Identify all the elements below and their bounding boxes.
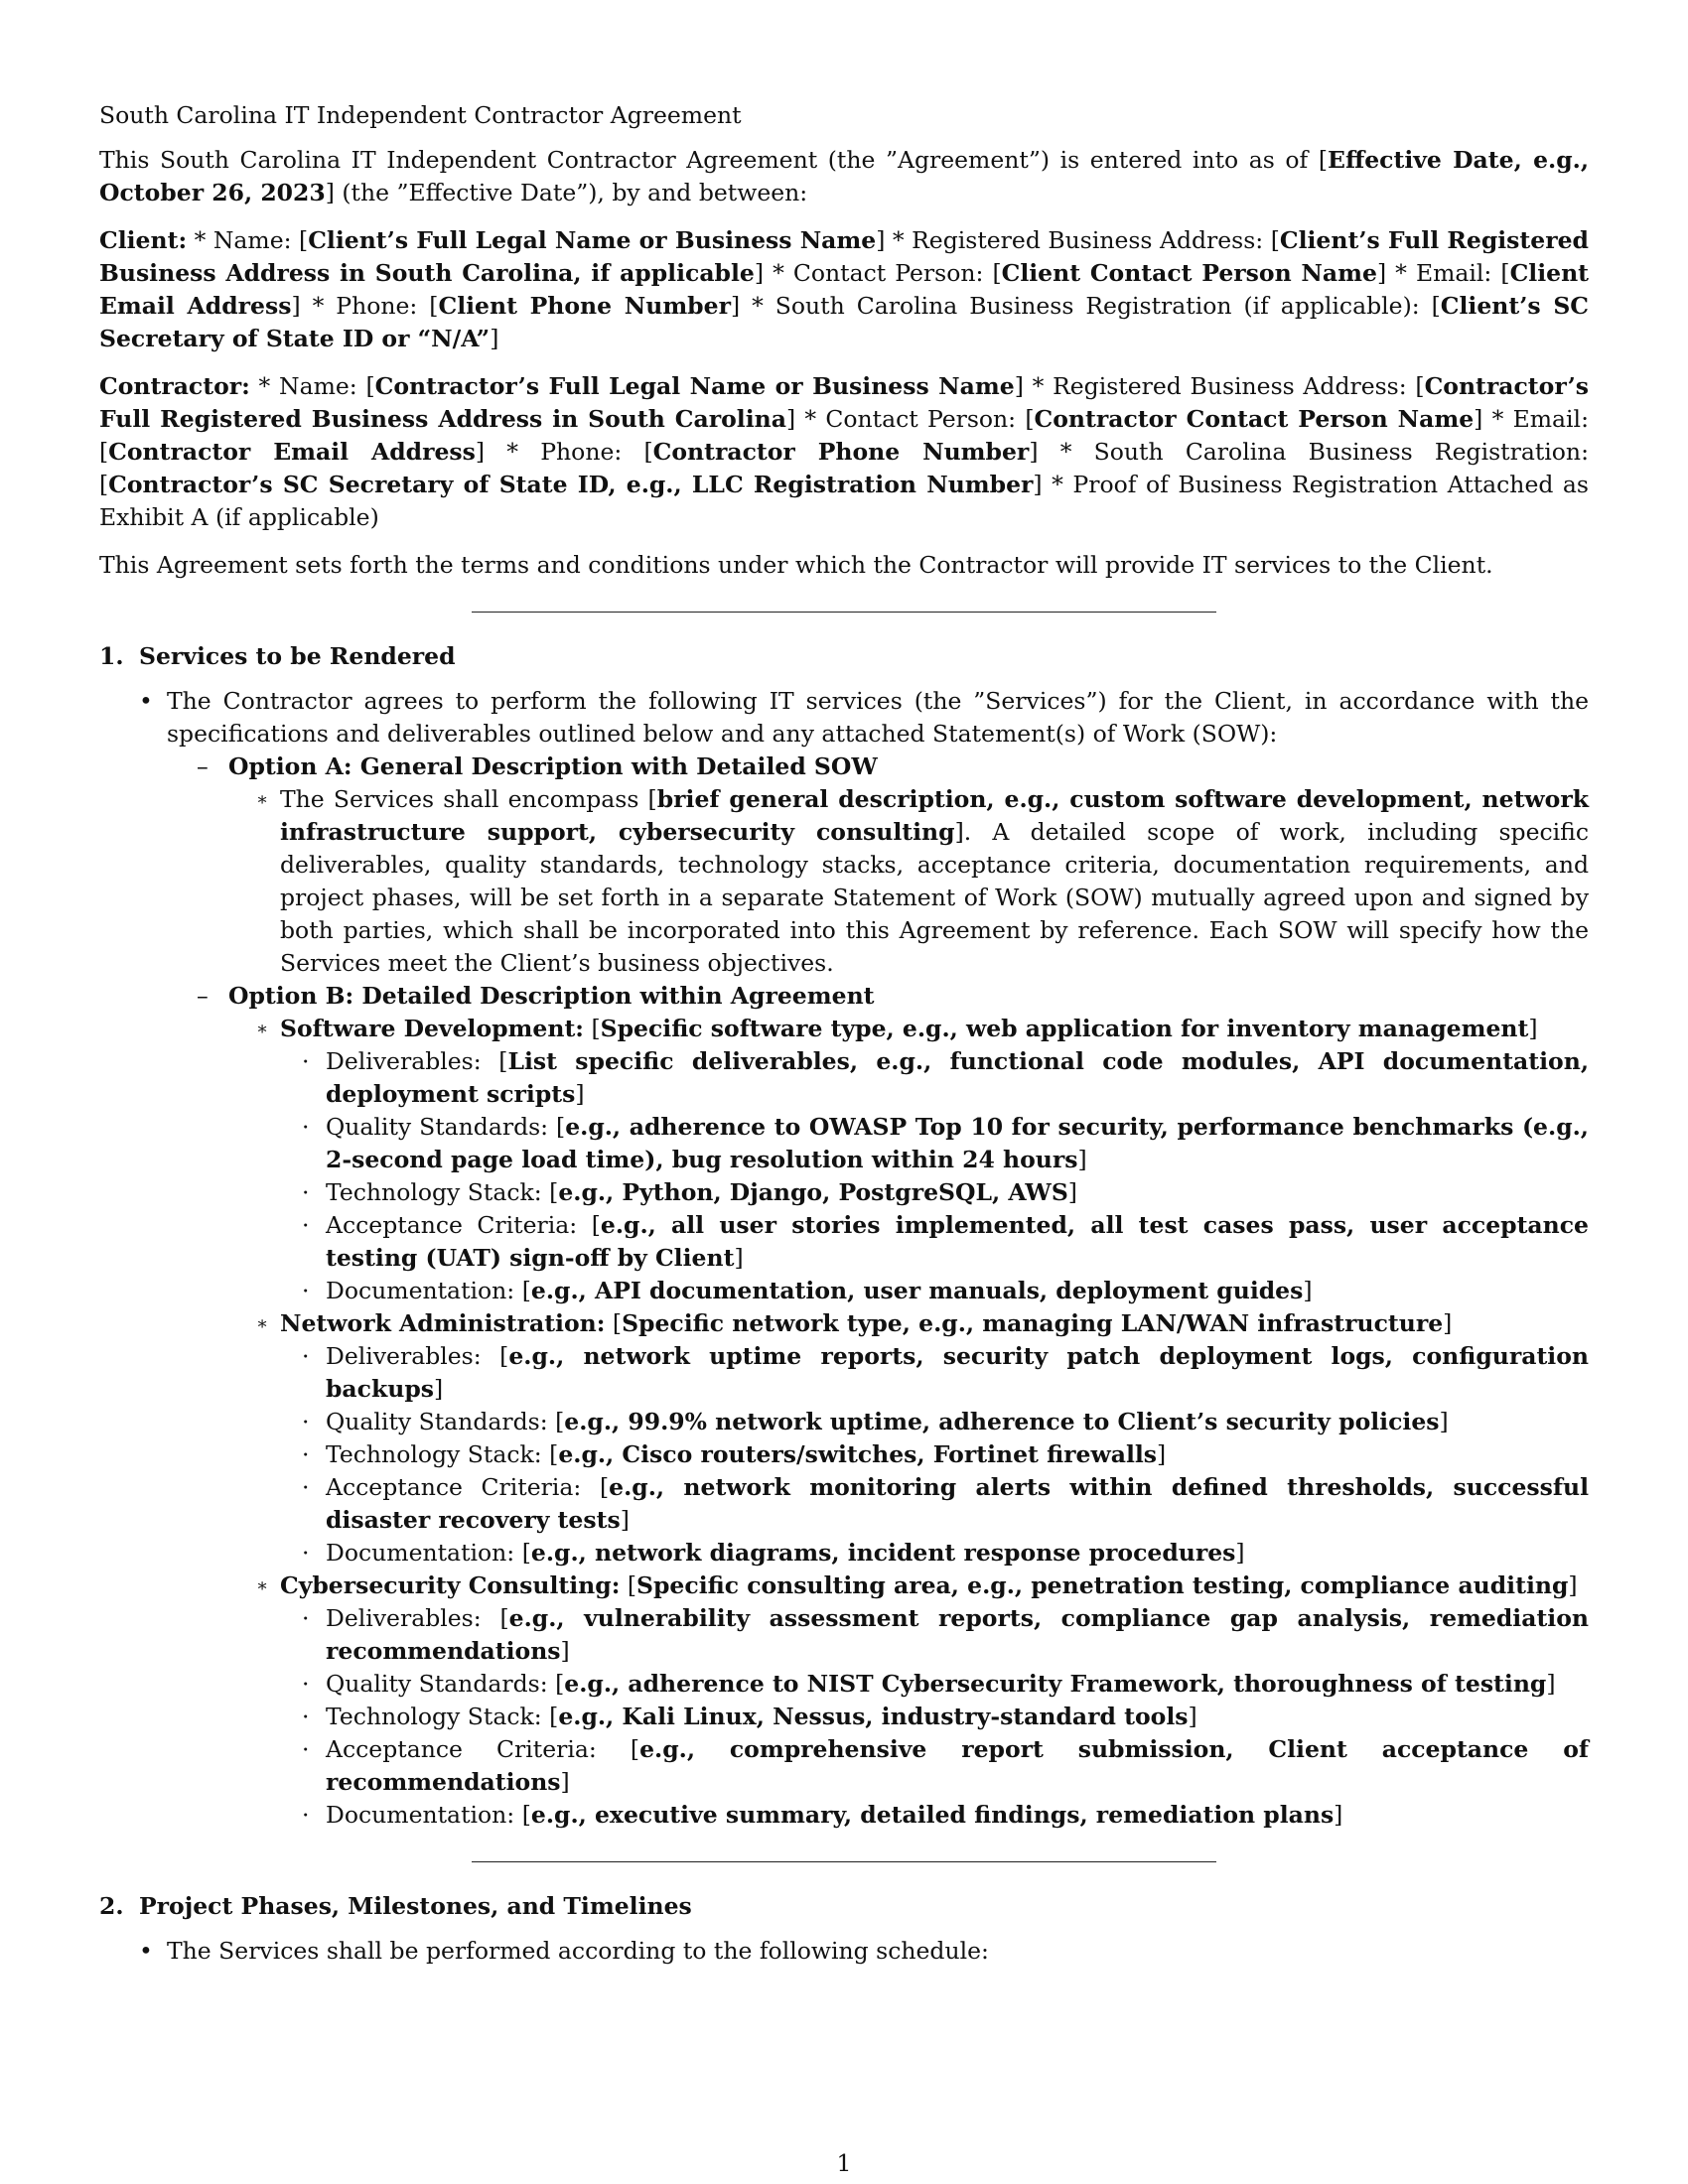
contractor-contact-placeholder: Contractor Contact Person Name <box>1034 405 1475 433</box>
asterisk-icon: ∗ <box>256 789 269 810</box>
dot-icon: · <box>302 1539 310 1567</box>
contractor-address-placeholder: Contractor’s Full Registered Business Address in South Carolina <box>99 372 1589 433</box>
dot-icon: · <box>302 1670 310 1698</box>
horizontal-rule <box>472 612 1216 613</box>
service-cybersecurity-consulting: ∗ Cybersecurity Consulting: [Specific consulting area, e.g., penetration testing, compliance auditing] · Deliverables: [e.g., vulnerability assessment reports, compliance gap analysis, remediation recommendations] · Quality Standards: [e.g., adherence to NIST Cybersecurity Framework, thoroughness of testing] · Technology Stack: [e.g., Kali Linux, Nessus, industry-standard tools] · Acceptance Criteria: [e.g., comprehensive report submission, Client acceptance of recommendations] · Documentation: [e.g., executive summary, detailed findings, remediation plans] <box>228 1570 1589 1832</box>
options-list <box>167 751 1589 1832</box>
asterisk-icon: ∗ <box>256 1575 269 1596</box>
option-a-label: Option A: General Description with Detailed SOW <box>228 752 878 780</box>
option-a <box>167 751 1589 980</box>
purpose-paragraph: This Agreement sets forth the terms and conditions under which the Contractor will provide IT services to the Client. <box>99 551 1493 579</box>
list-item: · Acceptance Criteria: [e.g., comprehensive report submission, Client acceptance of recommendations] <box>302 1735 1589 1796</box>
intro-paragraph: This South Carolina IT Independent Contractor Agreement (the ”Agreement”) is entered into as of [Effective Date, e.g., October 26, 2023] (the ”Effective Date”), by and between: <box>99 146 1590 206</box>
list-item: · Acceptance Criteria: [e.g., network monitoring alerts within defined thresholds, successful disaster recovery tests] <box>302 1473 1590 1534</box>
list-item: • The Services shall be performed according to the following schedule: <box>99 1935 1589 1968</box>
dash-icon: – <box>197 752 209 780</box>
option-b-label: Option B: Detailed Description within Agreement <box>228 982 875 1010</box>
dot-icon: · <box>302 1047 310 1075</box>
effective-date-placeholder: Effective Date, e.g., October 26, 2023 <box>99 146 1590 206</box>
section-number: 2. <box>99 1892 124 1920</box>
client-label: Client: <box>99 226 188 254</box>
client-phone-placeholder: Client Phone Number <box>438 292 731 320</box>
list-item: • The Contractor agrees to perform the following IT services (the ”Services”) for the Client, in accordance with the specifications and deliverables outlined below and any attached Statement(s) of Work (SOW): – Option A: General Description with Detailed SOW ∗ The Services shall encompass [brief general description, e.g., custom software development, network infrastructure support, cybersecurity consulting]. A detailed scope of work, including specific deliverables, quality standards, technology stacks, acceptance criteria, documentation requirements, and project phases, will be set forth in a separate Statement of Work (SOW) mutually agreed upon and signed by both parties, which shall be incorporated into this Agreement by reference. Each SOW will specify how the Services meet the Client’s business objectives. – Option B: Detailed Description within Agreement ∗ Software Development: [Specific software type, e.g., web application for inventory management] · Deliverables: [List specific deliverables, e.g., functional code modules, API documentation, deployment scripts] · Quality Standards: [e.g., adherence to OWASP Top 10 for security, performance benchmarks (e.g., 2-second page load time), bug resolution within 24 hours] · Technology Stack: [e.g., Python, Django, PostgreSQL, AWS] · Acceptance Criteria: [e.g., all user stories implemented, all test cases pass, user acceptance testing (UAT) sign-off by Client] · Documentation: [e.g., API documentation, user manuals, deployment guides] ∗ Network Administration: [Specific network type, e.g., managing LAN/WAN infrastructure] · Deliverables: [e.g., network uptime reports, security patch deployment logs, configuration backups] · Quality Standards: [e.g., 99.9% network uptime, adherence to Client’s security policies] · Technology Stack: [e.g., Cisco routers/switches, Fortinet firewalls] · Acceptance Criteria: [e.g., network monitoring alerts within defined thresholds, successful disaster recovery tests] · Documentation: [e.g., network diagrams, incident response procedures] ∗ Cybersecurity Consulting: [Specific consulting area, e.g., penetration testing, compliance auditing] · Deliverables: [e.g., vulnerability assessment reports, compliance gap analysis, remediation recommendations] · Quality Standards: [e.g., adherence to NIST Cybersecurity Framework, thoroughness of testing] · Technology Stack: [e.g., Kali Linux, Nessus, industry-standard tools] · Acceptance Criteria: [e.g., comprehensive report submission, Client acceptance of recommendations] · Documentation: [e.g., executive summary, detailed findings, remediation plans] <box>99 685 1589 1832</box>
list-item: · Quality Standards: [e.g., adherence to NIST Cybersecurity Framework, thoroughness of testing] <box>280 1668 1589 1701</box>
horizontal-rule <box>472 1861 1216 1862</box>
list-item: · Technology Stack: [e.g., Python, Django, PostgreSQL, AWS] <box>280 1176 1589 1209</box>
list-item: · Technology Stack: [e.g., Cisco routers/switches, Fortinet firewalls] <box>280 1438 1589 1471</box>
service-network-administration: ∗ Network Administration: [Specific network type, e.g., managing LAN/WAN infrastructure] · Deliverables: [e.g., network uptime reports, security patch deployment logs, configuration backups] · Quality Standards: [e.g., 99.9% network uptime, adherence to Client’s security policies] · Technology Stack: [e.g., Cisco routers/switches, Fortinet firewalls] · Acceptance Criteria: [e.g., network monitoring alerts within defined thresholds, successful disaster recovery tests] · Documentation: [e.g., network diagrams, incident response procedures] <box>228 1307 1589 1570</box>
asterisk-icon: ∗ <box>256 1019 269 1039</box>
section-2-list <box>99 1935 1589 1968</box>
client-email-placeholder: Client Email Address <box>99 259 1590 320</box>
list-item: · Quality Standards: [e.g., 99.9% network uptime, adherence to Client’s security policies] <box>280 1406 1589 1438</box>
list-item: · Acceptance Criteria: [e.g., all user stories implemented, all test cases pass, user acceptance testing (UAT) sign-off by Client] <box>302 1211 1590 1272</box>
client-address-placeholder: Client’s Full Registered Business Address in South Carolina, if applicable <box>99 226 1589 287</box>
section-1-heading <box>99 640 1589 673</box>
contractor-block: Contractor: * Name: [Contractor’s Full Legal Name or Business Name] * Registered Business Address: [Contractor’s Full Registered Business Address in South Carolina] * Contact Person: [Contractor Contact Person Name] * Email: [Contractor Email Address] * Phone: [Contractor Phone Number] * South Carolina Business Registration: [Contractor’s SC Secretary of State ID, e.g., LLC Registration Number] * Proof of Business Registration Attached as Exhibit A (if applicable) <box>99 372 1589 531</box>
service-software-development: ∗ Software Development: [Specific software type, e.g., web application for inventory management] · Deliverables: [List specific deliverables, e.g., functional code modules, API documentation, deployment scripts] · Quality Standards: [e.g., adherence to OWASP Top 10 for security, performance benchmarks (e.g., 2-second page load time), bug resolution within 24 hours] · Technology Stack: [e.g., Python, Django, PostgreSQL, AWS] · Acceptance Criteria: [e.g., all user stories implemented, all test cases pass, user acceptance testing (UAT) sign-off by Client] · Documentation: [e.g., API documentation, user manuals, deployment guides] <box>228 1013 1589 1307</box>
option-b <box>167 980 1589 1832</box>
services-list <box>228 1013 1589 1832</box>
page-number: 1 <box>836 2149 852 2177</box>
dot-icon: · <box>302 1473 310 1501</box>
asterisk-icon: ∗ <box>256 1313 269 1334</box>
dot-icon: · <box>302 1703 310 1730</box>
list-item: · Quality Standards: [e.g., adherence to OWASP Top 10 for security, performance benchmarks (e.g., 2-second page load time), bug resolution within 24 hours] <box>302 1113 1589 1173</box>
dot-icon: · <box>302 1408 310 1435</box>
contractor-label: Contractor: <box>99 372 250 400</box>
list-item: · Documentation: [e.g., API documentation, user manuals, deployment guides] <box>280 1275 1589 1307</box>
list-item: · Deliverables: [List specific deliverables, e.g., functional code modules, API documentation, deployment scripts] <box>302 1047 1589 1108</box>
section-1-list <box>99 685 1589 1832</box>
bullet-icon: • <box>139 1937 153 1965</box>
client-contact-placeholder: Client Contact Person Name <box>1001 259 1377 287</box>
client-name-placeholder: Client’s Full Legal Name or Business Name <box>308 226 877 254</box>
section-title: Project Phases, Milestones, and Timelines <box>139 1892 692 1920</box>
list-item: · Deliverables: [e.g., vulnerability assessment reports, compliance gap analysis, remediation recommendations] <box>302 1604 1589 1665</box>
contractor-registration-placeholder: Contractor’s SC Secretary of State ID, e.g., LLC Registration Number <box>108 471 1034 498</box>
list-item: · Technology Stack: [e.g., Kali Linux, Nessus, industry-standard tools] <box>280 1701 1589 1733</box>
dot-icon: · <box>302 1604 310 1632</box>
client-registration-placeholder: Client’s SC Secretary of State ID or “N/A” <box>99 292 1590 352</box>
document-page <box>99 99 1589 2124</box>
list-item: · Documentation: [e.g., executive summary, detailed findings, remediation plans] <box>280 1799 1589 1832</box>
dot-icon: · <box>302 1113 310 1141</box>
contractor-email-placeholder: Contractor Email Address <box>108 438 476 466</box>
dot-icon: · <box>302 1342 310 1370</box>
dash-icon: – <box>197 982 209 1010</box>
dot-icon: · <box>302 1440 310 1468</box>
section-number: 1. <box>99 642 124 670</box>
document-title: South Carolina IT Independent Contractor Agreement <box>99 101 742 129</box>
section-2-heading <box>99 1890 1589 1923</box>
dot-icon: · <box>302 1277 310 1304</box>
section-title: Services to be Rendered <box>139 642 456 670</box>
dot-icon: · <box>302 1178 310 1206</box>
client-block: Client: * Name: [Client’s Full Legal Name or Business Name] * Registered Business Address: [Client’s Full Registered Business Address in South Carolina, if applicable] * Contact Person: [Client Contact Person Name] * Email: [Client Email Address] * Phone: [Client Phone Number] * South Carolina Business Registration (if applicable): [Client’s SC Secretary of State ID or “N/A”] <box>99 226 1590 352</box>
list-item: ∗ The Services shall encompass [brief general description, e.g., custom software development, network infrastructure support, cybersecurity consulting]. A detailed scope of work, including specific deliverables, quality standards, technology stacks, acceptance criteria, documentation requirements, and project phases, will be set forth in a separate Statement of Work (SOW) mutually agreed upon and signed by both parties, which shall be incorporated into this Agreement by reference. Each SOW will specify how the Services meet the Client’s business objectives. <box>256 785 1589 977</box>
bullet-icon: • <box>139 687 153 715</box>
list-item: · Documentation: [e.g., network diagrams, incident response procedures] <box>280 1537 1589 1570</box>
dot-icon: · <box>302 1211 310 1239</box>
list-item: · Deliverables: [e.g., network uptime reports, security patch deployment logs, configuration backups] <box>302 1342 1589 1403</box>
contractor-name-placeholder: Contractor’s Full Legal Name or Business Name <box>374 372 1015 400</box>
contractor-phone-placeholder: Contractor Phone Number <box>652 438 1030 466</box>
dot-icon: · <box>302 1735 310 1763</box>
dot-icon: · <box>302 1801 310 1829</box>
